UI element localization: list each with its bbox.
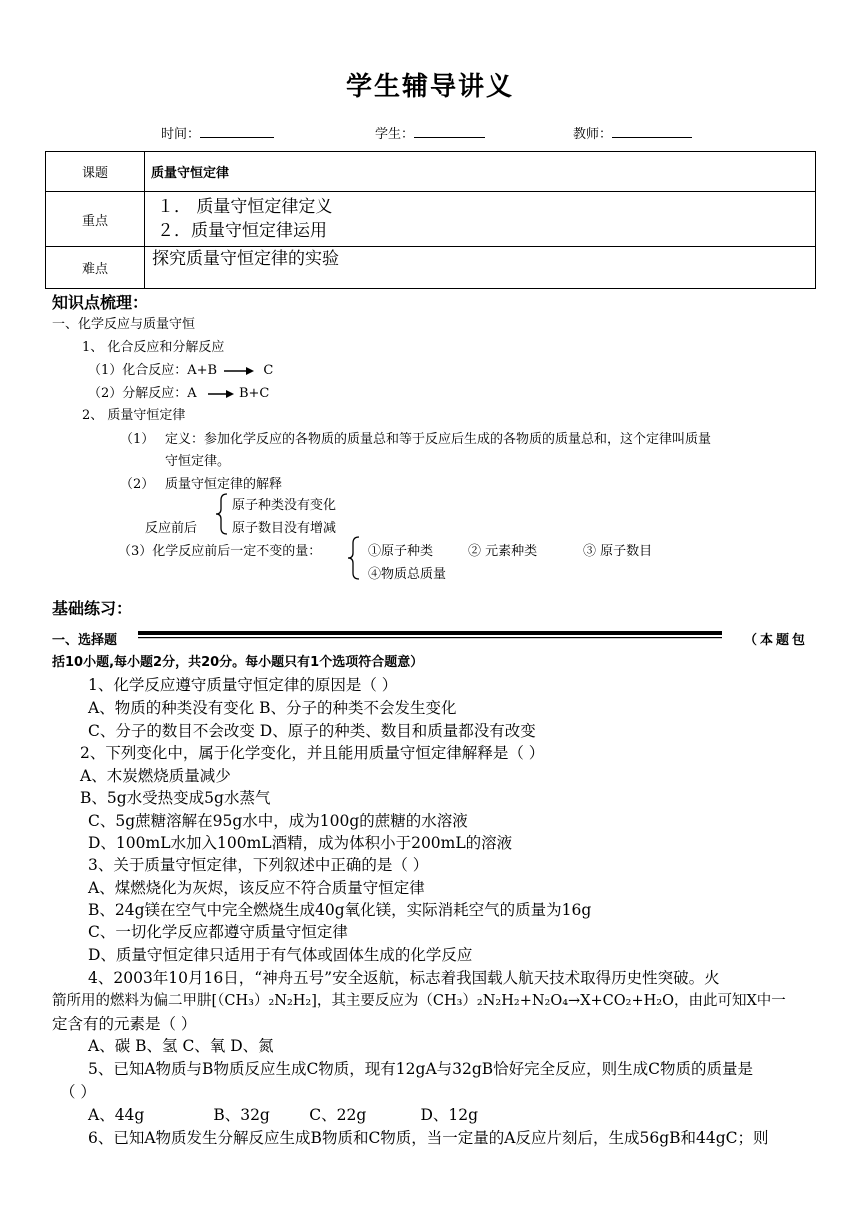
- invariant-2: ② 元素种类: [468, 544, 538, 559]
- page-title: 学生辅导讲义: [345, 72, 514, 102]
- difficulty-value: 探究质量守恒定律的实验: [152, 249, 339, 269]
- topic-key: 课题: [46, 152, 145, 192]
- decomposition-reaction: [88, 382, 269, 401]
- item-2-2-num: （2）: [120, 477, 155, 492]
- student-blank: [414, 124, 485, 138]
- decomposition-left: （2）分解反应：A: [88, 386, 197, 401]
- section-divider: [138, 631, 722, 639]
- question-2: 2、下列变化中，属于化学变化，并且能用质量守恒定律解释是（ ）: [80, 744, 545, 762]
- student-label: 学生：: [375, 127, 415, 142]
- time-blank: [200, 124, 274, 138]
- question-1-options-ab: A、物质的种类没有变化 B、分子的种类不会发生变化: [88, 699, 457, 717]
- decomposition-right: B+C: [238, 386, 270, 401]
- question-2-option-d: D、100mL水加入100mL酒精，成为体积小于200mL的溶液: [88, 834, 513, 852]
- definition-line-1: 定义：参加化学反应的各物质的质量总和等于反应后生成的各物质的质量总和，这个定律叫质量: [165, 432, 712, 447]
- item-2: 2、 质量守恒定律: [82, 408, 186, 423]
- combination-reaction: [88, 359, 273, 378]
- difficulty-key: 难点: [46, 247, 145, 289]
- difficulty-row: [46, 247, 816, 289]
- knowledge-heading: 知识点梳理：: [52, 293, 149, 312]
- time-label: 时间：: [161, 127, 201, 142]
- question-4-line-1: 4、2003年10月16日，“神舟五号”安全返航，标志着我国载人航天技术取得历史性突破。火: [88, 969, 720, 987]
- teacher-field: [573, 123, 692, 142]
- choice-section-title: 一、选择题: [52, 633, 118, 648]
- brace-label: 反应前后: [145, 521, 198, 536]
- explanation-title: 质量守恒定律的解释: [165, 477, 283, 492]
- question-3: 3、关于质量守恒定律，下列叙述中正确的是（ ）: [88, 856, 429, 874]
- question-2-option-b: B、5g水受热变成5g水蒸气: [80, 789, 271, 807]
- teacher-label: 教师：: [573, 127, 613, 142]
- brace-icon: [215, 493, 229, 535]
- question-2-option-a: A、木炭燃烧质量减少: [80, 767, 231, 785]
- topic-value: 质量守恒定律: [151, 166, 230, 181]
- brace-icon: [347, 536, 361, 580]
- question-2-option-c: C、5g蔗糖溶解在95g水中，成为100g的蔗糖的水溶液: [88, 812, 468, 830]
- combination-left: （1）化合反应：A+B: [88, 363, 218, 378]
- item-2-1-num: （1）: [120, 432, 155, 447]
- time-field: [161, 123, 274, 142]
- practice-heading: 基础练习：: [52, 599, 133, 618]
- topic-row: [46, 152, 816, 192]
- question-1-options-cd: C、分子的数目不会改变 D、原子的种类、数目和质量都没有改变: [88, 722, 536, 740]
- question-4-line-3: 定含有的元素是（ ）: [52, 1015, 197, 1033]
- brace-item-2: 原子数目没有增减: [232, 521, 337, 536]
- focus-key: 重点: [46, 192, 145, 247]
- invariants-label: （3）化学反应前后一定不变的量：: [118, 544, 322, 559]
- invariant-1: ①原子种类: [368, 544, 434, 559]
- choice-section-note-2: 括10小题,每小题2分，共20分。每小题只有1个选项符合题意）: [52, 655, 424, 670]
- question-6-line-1: 6、已知A物质发生分解反应生成B物质和C物质，当一定量的A反应片刻后，生成56gB和44gC；则: [88, 1129, 769, 1147]
- section-1-title: 一、化学反应与质量守恒: [52, 317, 196, 332]
- question-3-option-d: D、质量守恒定律只适用于有气体或固体生成的化学反应: [88, 946, 473, 964]
- question-5-options: A、44g B、32g C、22g D、12g: [88, 1106, 479, 1124]
- brace-item-1: 原子种类没有变化: [232, 498, 337, 513]
- teacher-blank: [612, 124, 692, 138]
- combination-right: C: [263, 363, 274, 378]
- invariant-4: ④物质总质量: [368, 567, 447, 582]
- question-1: 1、化学反应遵守质量守恒定律的原因是（ ）: [88, 676, 398, 694]
- focus-row: [46, 192, 816, 247]
- arrow-icon: [201, 389, 235, 399]
- lesson-info-table: [45, 151, 816, 289]
- focus-line-2: ２．质量守恒定律运用: [157, 221, 327, 241]
- invariant-3: ③ 原子数目: [583, 544, 653, 559]
- question-4-options: A、碳 B、氢 C、氧 D、氮: [88, 1037, 274, 1055]
- choice-section-note: （本题包: [744, 633, 809, 648]
- question-3-option-c: C、一切化学反应都遵守质量守恒定律: [88, 923, 348, 941]
- arrow-icon: [221, 366, 255, 376]
- question-3-option-a: A、煤燃烧化为灰烬，该反应不符合质量守恒定律: [88, 879, 425, 897]
- question-4-line-2: 箭所用的燃料为偏二甲肼[（CH₃）₂N₂H₂]，其主要反应为（CH₃）₂N₂H₂+N₂O₄→X+CO₂+H₂O，由此可知X中一: [52, 993, 786, 1009]
- student-field: [375, 123, 485, 142]
- definition-line-2: 守恒定律。: [165, 454, 231, 469]
- item-1: 1、 化合反应和分解反应: [82, 340, 225, 355]
- question-5-line-1: 5、已知A物质与B物质反应生成C物质，现有12gA与32gB恰好完全反应，则生成C物质的质量是: [88, 1060, 754, 1078]
- question-3-option-b: B、24g镁在空气中完全燃烧生成40g氧化镁，实际消耗空气的质量为16g: [88, 901, 592, 919]
- question-5-line-2: （ ）: [60, 1083, 96, 1101]
- focus-line-1: １． 质量守恒定律定义: [157, 197, 333, 217]
